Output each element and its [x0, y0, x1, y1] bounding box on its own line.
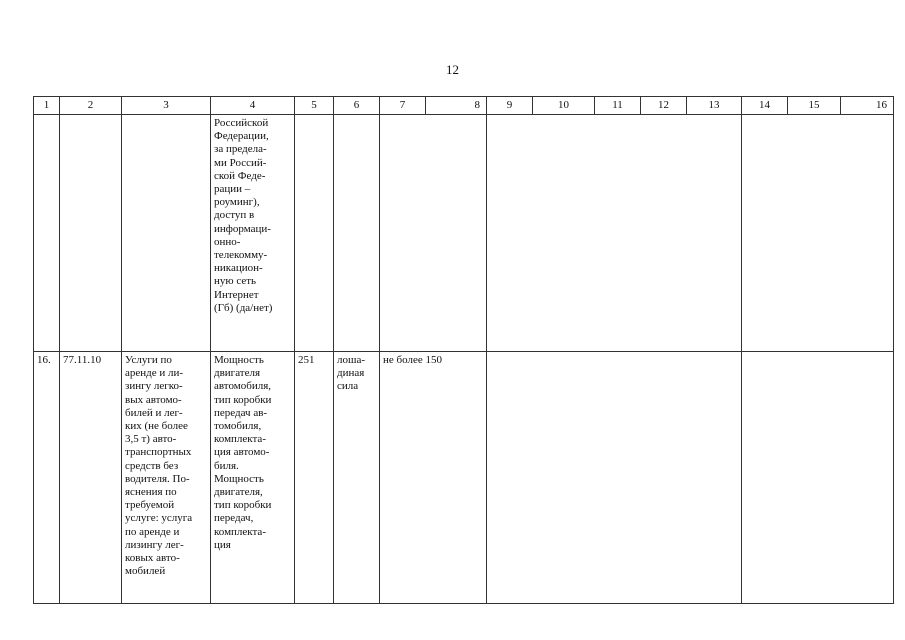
column-header-9: 9 — [487, 97, 533, 115]
cell-col2 — [60, 115, 122, 352]
cell-col14-16 — [742, 352, 894, 604]
cell-col4: Мощность двигателя автомобиля, тип коробки передач ав- томобиля, комплекта- ция автомо- биля. Мощность двигателя, тип коробки передач, комплекта- ция — [211, 352, 295, 604]
column-header-3: 3 — [122, 97, 211, 115]
table-row — [34, 115, 894, 352]
column-header-12: 12 — [641, 97, 687, 115]
column-header-13: 13 — [687, 97, 742, 115]
cell-col5 — [295, 115, 334, 352]
cell-col5: 251 — [295, 352, 334, 604]
column-header-1: 1 — [34, 97, 60, 115]
cell-col6 — [334, 115, 380, 352]
cell-col1 — [34, 115, 60, 352]
cell-col9-13 — [487, 115, 742, 352]
column-header-6: 6 — [334, 97, 380, 115]
header-row — [34, 97, 894, 115]
cell-col7-8: не более 150 — [380, 352, 487, 604]
column-header-14: 14 — [742, 97, 788, 115]
column-header-5: 5 — [295, 97, 334, 115]
column-header-7: 7 — [380, 97, 426, 115]
column-header-2: 2 — [60, 97, 122, 115]
table-row — [34, 352, 894, 604]
cell-col7-8 — [380, 115, 487, 352]
cell-col3: Услуги по аренде и ли- зингу легко- вых автомо- билей и лег- ких (не более 3,5 т) авто- транспортных средств без водителя. По- яснения по требуемой услуге: услуга по аренде и лизингу лег- ковых авто- мобилей — [122, 352, 211, 604]
page-number: 12 — [446, 62, 459, 77]
cell-col4: Российской Федерации, за предела- ми Россий- ской Феде- рации – роуминг), доступ в информаци- онно- телекомму- никацион- ную сеть Интернет (Гб) (да/нет) — [211, 115, 295, 352]
column-header-4: 4 — [211, 97, 295, 115]
cell-col3 — [122, 115, 211, 352]
cell-col1: 16. — [34, 352, 60, 604]
column-header-10: 10 — [533, 97, 595, 115]
column-header-15: 15 — [788, 97, 841, 115]
cell-col14-16 — [742, 115, 894, 352]
column-header-11: 11 — [595, 97, 641, 115]
cell-col2: 77.11.10 — [60, 352, 122, 604]
column-header-16: 16 — [841, 97, 894, 115]
column-header-8: 8 — [426, 97, 487, 115]
cell-col9-13 — [487, 352, 742, 604]
requirements-table — [33, 96, 894, 604]
cell-col6: лоша- диная сила — [334, 352, 380, 604]
